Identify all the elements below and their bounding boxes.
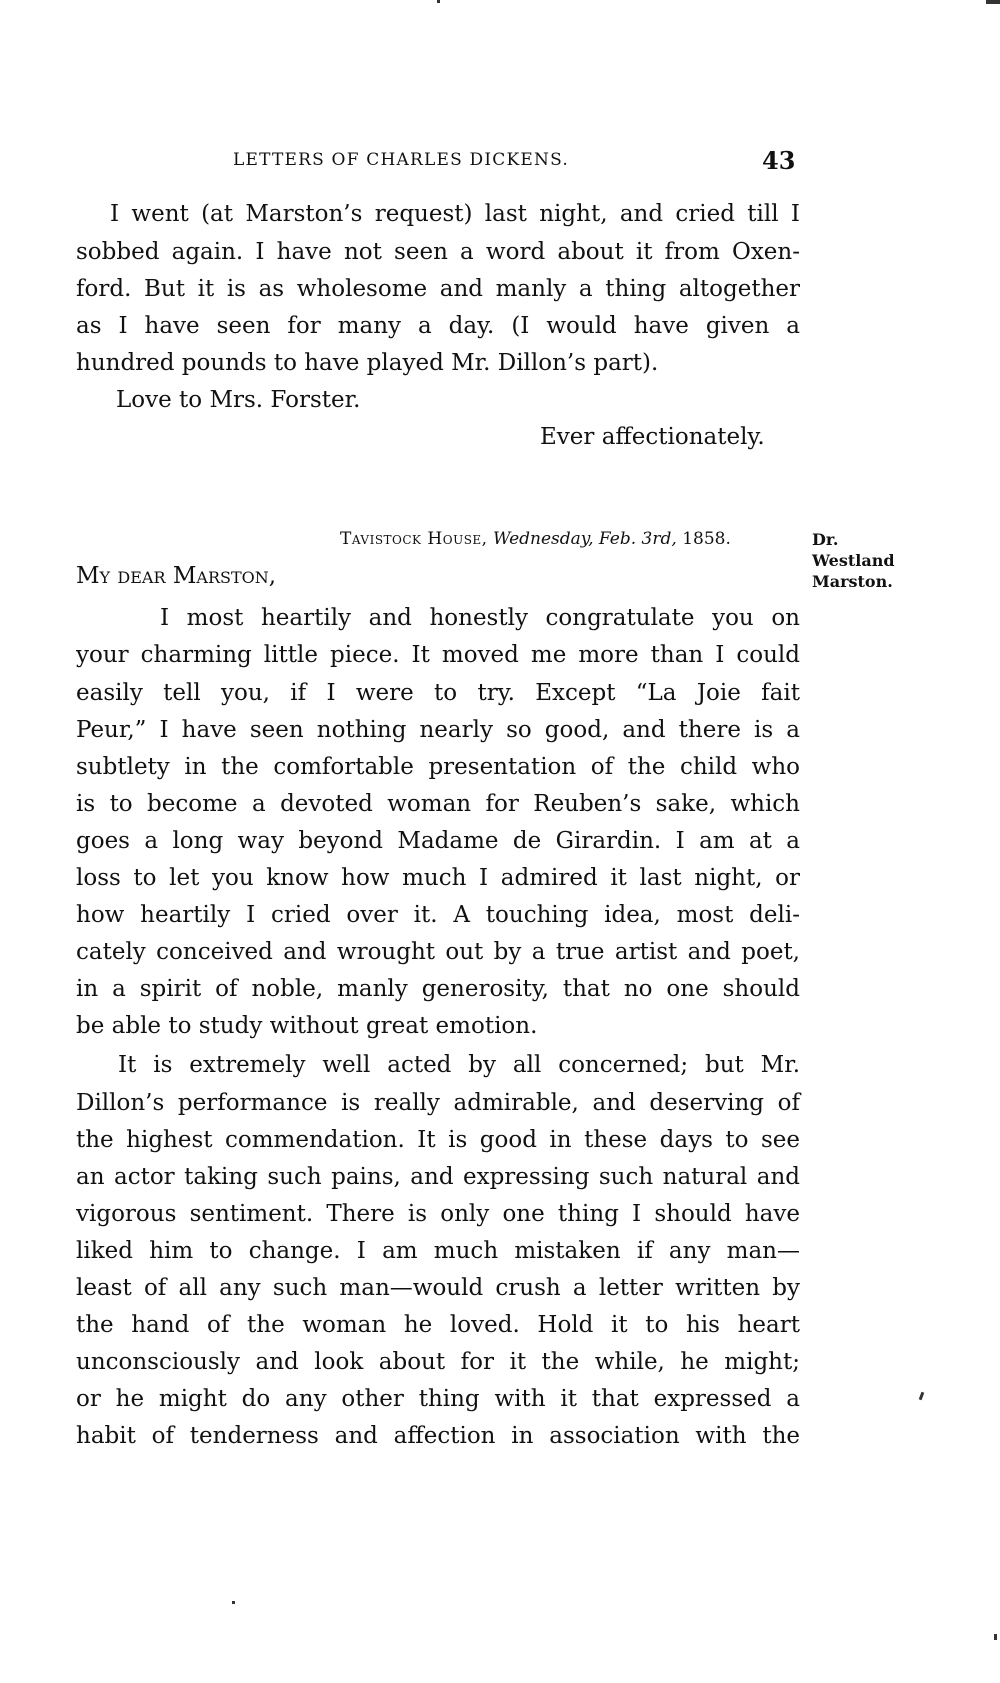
margin-note-line-1: Dr. <box>812 530 839 549</box>
letter1-closing: Ever affectionately. <box>540 424 765 450</box>
p1-line-10: cately conceived and wrought out by a true artist and poet, <box>76 939 800 965</box>
letter1-love: Love to Mrs. Forster. <box>116 387 361 413</box>
dateline <box>340 529 731 549</box>
p2-line-7: least of all any such man—would crush a letter written by <box>76 1275 800 1301</box>
p2-line-11: habit of tenderness and affection in association with the <box>76 1423 800 1449</box>
p1-line-6: is to become a devoted woman for Reuben’s sake, which <box>76 791 800 817</box>
margin-note-line-2: Westland <box>812 551 895 570</box>
letter1-line-4: as I have seen for many a day. (I would have given a <box>76 313 800 339</box>
scan-mark-top-right <box>986 0 1000 4</box>
p1-line-11: in a spirit of noble, manly generosity, that no one should <box>76 976 800 1002</box>
p1-line-2: your charming little piece. It moved me more than I could <box>76 642 800 668</box>
p2-line-8: the hand of the woman he loved. Hold it to his heart <box>76 1312 800 1338</box>
letter1-line-1: I went (at Marston’s request) last night, and cried till I <box>110 201 800 227</box>
page-header <box>0 146 1000 176</box>
p2-line-3: the highest commendation. It is good in these days to see <box>76 1127 800 1153</box>
p1-line-9: how heartily I cried over it. A touching idea, most deli- <box>76 902 800 928</box>
letter1-line-3: ford. But it is as wholesome and manly a thing altogether <box>76 276 800 302</box>
p2-line-9: unconsciously and look about for it the while, he might; <box>76 1349 800 1375</box>
scan-mark-bottom-right <box>994 1634 997 1640</box>
p1-line-3: easily tell you, if I were to try. Except “La Joie fait <box>76 680 800 706</box>
dateline-place: Tavistock House, <box>340 529 488 549</box>
scan-mark-top <box>437 0 440 3</box>
running-title: LETTERS OF CHARLES DICKENS. <box>233 150 569 170</box>
page-number: 43 <box>762 146 796 175</box>
scan-mark-margin <box>919 1392 925 1401</box>
p1-line-5: subtlety in the comfortable presentation of the child who <box>76 754 800 780</box>
dateline-date: Wednesday, Feb. 3rd, <box>493 529 677 549</box>
salutation: My dear Marston, <box>76 563 277 589</box>
margin-note-line-3: Marston. <box>812 572 893 591</box>
p2-line-6: liked him to change. I am much mistaken if any man— <box>76 1238 800 1264</box>
dateline-year: 1858. <box>682 529 731 549</box>
p1-line-1: I most heartily and honestly congratulate you on <box>160 605 800 631</box>
p2-line-5: vigorous sentiment. There is only one thing I should have <box>76 1201 800 1227</box>
p1-line-4: Peur,” I have seen nothing nearly so good, and there is a <box>76 717 800 743</box>
p2-line-2: Dillon’s performance is really admirable, and deserving of <box>76 1090 800 1116</box>
scan-mark-bottom <box>232 1601 235 1604</box>
p1-line-7: goes a long way beyond Madame de Girardin. I am at a <box>76 828 800 854</box>
letter1-line-2: sobbed again. I have not seen a word about it from Oxen- <box>76 239 800 265</box>
letter1-line-5: hundred pounds to have played Mr. Dillon’s part). <box>76 350 659 376</box>
p1-line-8: loss to let you know how much I admired it last night, or <box>76 865 800 891</box>
p1-line-12: be able to study without great emotion. <box>76 1013 538 1039</box>
margin-note <box>812 529 895 592</box>
p2-line-10: or he might do any other thing with it that expressed a <box>76 1386 800 1412</box>
p2-line-1: It is extremely well acted by all concerned; but Mr. <box>118 1052 800 1078</box>
p2-line-4: an actor taking such pains, and expressing such natural and <box>76 1164 800 1190</box>
